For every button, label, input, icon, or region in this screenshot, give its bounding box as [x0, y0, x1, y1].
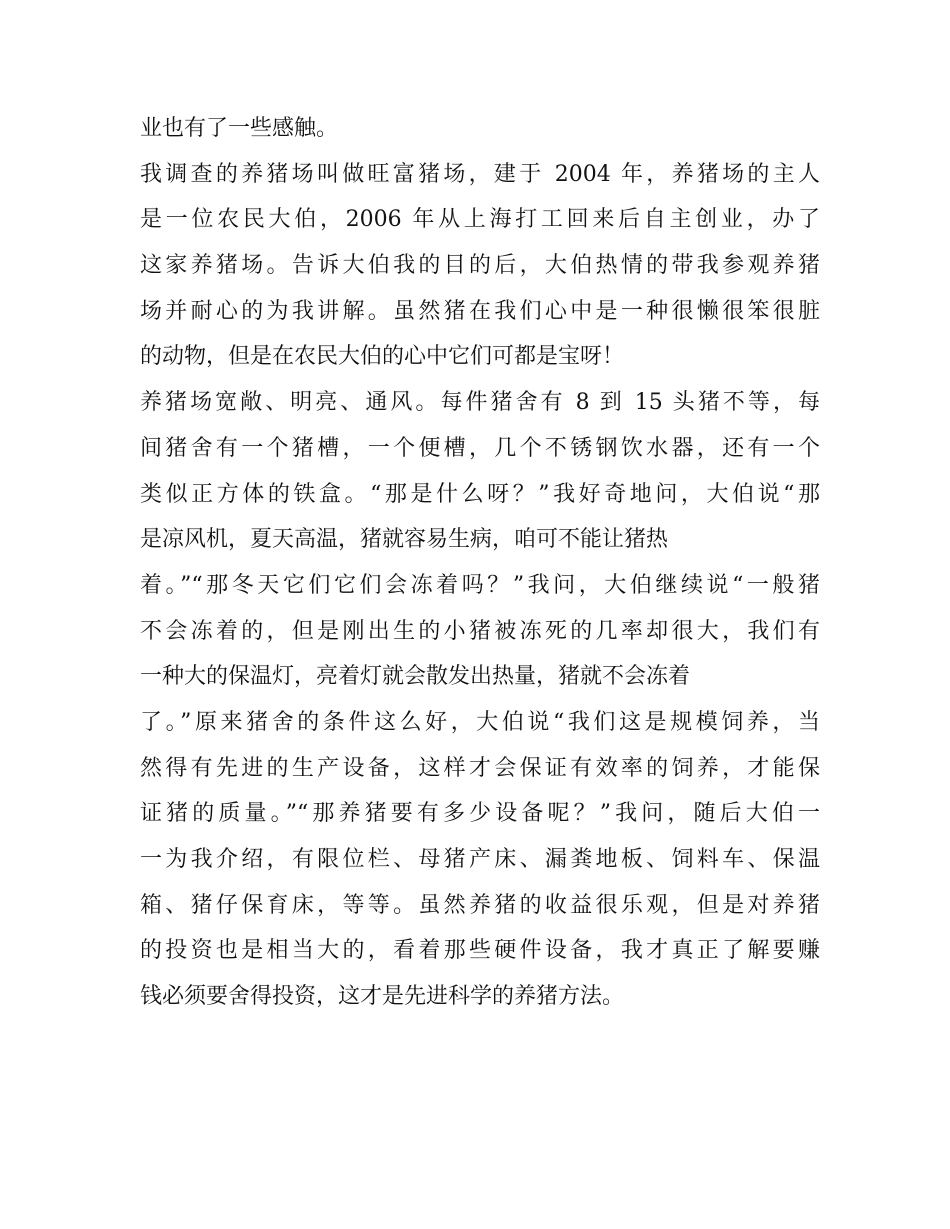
text-line: 着。”“那冬天它们它们会冻着吗？”我问，大伯继续说“一般猪	[140, 572, 820, 598]
text-line: 的投资也是相当大的，看着那些硬件设备，我才真正了解要赚	[140, 938, 820, 964]
text-line: 证猪的质量。”“那养猪要有多少设备呢？”我问，随后大伯一	[140, 801, 820, 827]
body-text	[140, 106, 820, 1020]
text-line: 类似正方体的铁盒。“那是什么呀？”我好奇地问，大伯说“那	[140, 481, 820, 507]
text-line: 然得有先进的生产设备，这样才会保证有效率的饲养，才能保	[140, 755, 820, 781]
text-line: 间猪舍有一个猪槽，一个便槽，几个不锈钢饮水器，还有一个	[140, 435, 820, 461]
text-line: 一为我介绍，有限位栏、母猪产床、漏粪地板、饲料车、保温	[140, 847, 820, 872]
text-line: 一种大的保温灯，亮着灯就会散发出热量，猪就不会冻着	[140, 664, 691, 690]
text-line: 是一位农民大伯，2006 年从上海打工回来后自主创业，办了	[140, 207, 820, 233]
text-line: 场并耐心的为我讲解。虽然猪在我们心中是一种很懒很笨很脏	[140, 298, 820, 324]
text-line: 了。”原来猪舍的条件这么好，大伯说“我们这是规模饲养，当	[140, 709, 820, 735]
text-line: 业也有了一些感触。	[140, 116, 339, 141]
text-line: 这家养猪场。告诉大伯我的目的后，大伯热情的带我参观养猪	[140, 253, 820, 279]
text-line: 是凉风机，夏天高温，猪就容易生病，咱可不能让猪热	[140, 527, 669, 553]
text-line: 箱、猪仔保育床，等等。虽然养猪的收益很乐观，但是对养猪	[140, 892, 820, 918]
text-line: 的动物，但是在农民大伯的心中它们可都是宝呀！	[140, 344, 625, 370]
text-line: 我调查的养猪场叫做旺富猪场，建于 2004 年，养猪场的主人	[140, 161, 820, 187]
text-line: 钱必须要舍得投资，这才是先进科学的养猪方法。	[140, 984, 625, 1010]
text-line: 不会冻着的，但是刚出生的小猪被冻死的几率却很大，我们有	[140, 618, 820, 644]
text-line: 养猪场宽敞、明亮、通风。每件猪舍有 8 到 15 头猪不等，每	[140, 390, 820, 416]
